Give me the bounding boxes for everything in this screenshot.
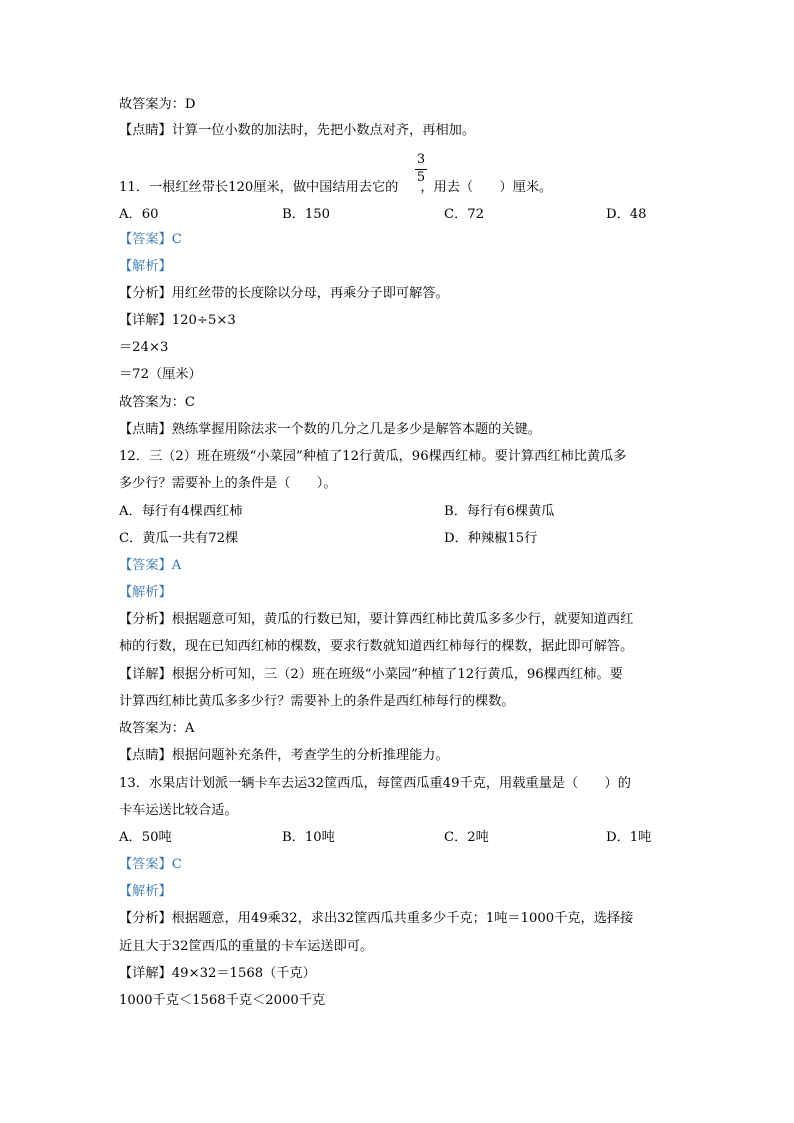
q13-detail: 【详解】49×32＝1568（千克）: [119, 966, 316, 981]
question-11-post: ，用去（ ）厘米。: [420, 180, 553, 195]
q13-answer-label: 【答案】C: [119, 857, 182, 872]
q12-option-b: B．每行有6棵黄瓜: [444, 504, 555, 519]
fraction-numerator: 3: [416, 152, 426, 167]
q13-option-d: D．1吨: [606, 830, 652, 845]
q11-jiexi-label: 【解析】: [119, 259, 172, 274]
answer-conclusion: 故答案为：D: [119, 97, 196, 112]
q12-detail-line-2: 计算西红柿比黄瓜多多少行？需要补上的条件是西红柿每行的棵数。: [119, 694, 515, 709]
q13-comparison: 1000千克＜1568千克＜2000千克: [119, 993, 326, 1008]
question-12-line-2: 多少行？需要补上的条件是（ ）。: [119, 476, 337, 491]
q11-detail: 【详解】120÷5×3: [119, 313, 236, 328]
q11-conclusion: 故答案为：C: [119, 395, 196, 410]
q11-option-d: D．48: [606, 207, 647, 222]
q11-answer-label: 【答案】C: [119, 232, 182, 247]
q12-analysis-line-1: 【分析】根据题意可知，黄瓜的行数已知，要计算西红柿比黄瓜多多少行，就要知道西红: [119, 612, 634, 627]
q12-detail-line-1: 【详解】根据分析可知，三（2）班在班级“小菜园”种植了12行黄瓜，96棵西红柿。要: [119, 667, 623, 682]
q12-option-d: D．种辣椒15行: [444, 531, 538, 546]
q12-option-a: A．每行有4棵西红柿: [119, 504, 243, 519]
q11-analysis: 【分析】用红丝带的长度除以分母，再乘分子即可解答。: [119, 286, 449, 301]
q13-jiexi-label: 【解析】: [119, 884, 172, 899]
q11-option-c: C．72: [444, 207, 485, 222]
question-11: [119, 179, 552, 197]
fraction-three-fifths: [415, 153, 427, 185]
question-12-line-1: 12．三（2）班在班级“小菜园”种植了12行黄瓜，96棵西红柿。要计算西红柿比黄瓜多: [119, 449, 627, 464]
q11-key-point: 【点睛】熟练掌握用除法求一个数的几分之几是多少是解答本题的关键。: [119, 422, 541, 437]
fraction-denominator: 5: [416, 170, 426, 185]
q12-analysis-line-2: 柿的行数，现在已知西红柿的棵数，要求行数就知道西红柿每行的棵数，据此即可解答。: [119, 639, 634, 654]
q13-option-b: B．10吨: [282, 830, 335, 845]
q13-option-c: C．2吨: [444, 830, 489, 845]
question-13-line-1: 13．水果店计划派一辆卡车去运32筐西瓜，每筐西瓜重49千克，用载重量是（ ）的: [119, 776, 631, 791]
key-point: 【点睛】计算一位小数的加法时，先把小数点对齐，再相加。: [119, 123, 476, 138]
q12-answer-label: 【答案】A: [119, 558, 182, 573]
question-11-pre: 11．一根红丝带长120厘米，做中国结用去它的: [119, 180, 399, 195]
q12-key-point: 【点睛】根据问题补充条件，考查学生的分析推理能力。: [119, 748, 449, 763]
q13-option-a: A．50吨: [119, 830, 172, 845]
q11-option-b: B．150: [282, 207, 331, 222]
q11-step-2: ＝24×3: [119, 340, 169, 355]
q11-option-a: A．60: [119, 207, 159, 222]
q13-analysis-line-1: 【分析】根据题意，用49乘32，求出32筐西瓜共重多少千克；1吨＝1000千克，选择接: [119, 911, 634, 926]
q12-option-c: C．黄瓜一共有72棵: [119, 531, 239, 546]
q12-jiexi-label: 【解析】: [119, 585, 172, 600]
q12-conclusion: 故答案为：A: [119, 721, 195, 736]
question-13-line-2: 卡车运送比较合适。: [119, 803, 238, 818]
q11-step-3: ＝72（厘米）: [119, 367, 202, 382]
q13-analysis-line-2: 近且大于32筐西瓜的重量的卡车运送即可。: [119, 939, 374, 954]
